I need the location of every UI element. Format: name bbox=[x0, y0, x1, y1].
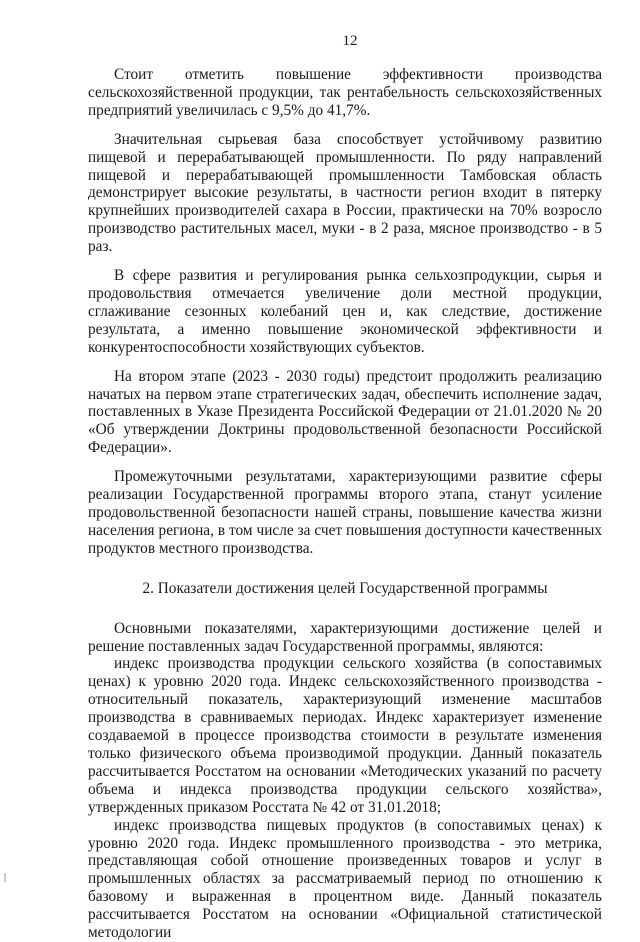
paragraph-profitability: Стоит отметить повышение эффективности производства сельскохозяйственной продукции, так рентабельность сельскохозяйственных предприятий увеличилась с 9,5% до 41,7%. bbox=[88, 66, 602, 119]
paragraph-agriculture-index: индекс производства продукции сельского хозяйства (в сопоставимых ценах) к уровню 2020 года. Индекс сельскохозяйственного производства - относительный показатель, характеризующий изменение масштабов производства в сравниваемых периодах. Индекс характеризует изменение создаваемой в процессе производства стоимости в результате изменения только физического объема производимой продукции. Данный показатель рассчитывается Росстатом на основании «Методических указаний по расчету объема и индекса производства продукции сельского хозяйства», утвержденных приказом Росстата № 42 от 31.01.2018; bbox=[88, 655, 602, 816]
paragraph-intermediate-results: Промежуточными результатами, характеризующими развитие сферы реализации Государственной программы второго этапа, станут усиление продовольственной безопасности нашей страны, повышение качества жизни населения региона, в том числе за счет повышения доступности качественных продуктов местного производства. bbox=[88, 468, 602, 557]
scan-edge-mark bbox=[4, 873, 6, 882]
paragraph-food-production-index: индекс производства пищевых продуктов (в сопоставимых ценах) к уровню 2020 года. Индекс промышленного производства - это метрика, представляющая собой отношение произведенных товаров и услуг в промышленных областях за рассматриваемый период по отношению к базовому и выраженная в процентном виде. Данный показатель рассчитывается Росстатом на основании «Официальной статистической методологии bbox=[88, 816, 602, 942]
paragraph-raw-material-base: Значительная сырьевая база способствует устойчивому развитию пищевой и перерабатывающей промышленности. По ряду направлений пищевой и перерабатывающей промышленности Тамбовская область демонстрирует высокие результаты, в частности регион входит в пятерку крупнейших производителей сахара в России, практически на 70% возросло производство растительных масел, муки - в 2 раза, мясное производство - в 5 раз. bbox=[88, 130, 602, 256]
paragraph-second-stage: На втором этапе (2023 - 2030 годы) предстоит продолжить реализацию начатых на первом этапе стратегических задач, обеспечить исполнение задач, поставленных в Указе Президента Российской Федерации от 21.01.2020 № 20 «Об утверждении Доктрины продовольственной безопасности Российской Федерации». bbox=[88, 367, 602, 457]
page-number: 12 bbox=[342, 33, 358, 49]
paragraph-main-indicators: Основными показателями, характеризующими достижение целей и решение поставленных задач Государственной программы, являются: bbox=[88, 619, 602, 655]
paragraph-market-regulation: В сфере развития и регулирования рынка сельхозпродукции, сырья и продовольствия отмечается увеличение доли местной продукции, сглаживание сезонных колебаний цен и, как следствие, достижение результата, а именно повышение экономической эффективности и конкурентоспособности хозяйствующих субъектов. bbox=[88, 267, 602, 356]
section-heading: 2. Показатели достижения целей Государственной программы bbox=[142, 579, 548, 597]
